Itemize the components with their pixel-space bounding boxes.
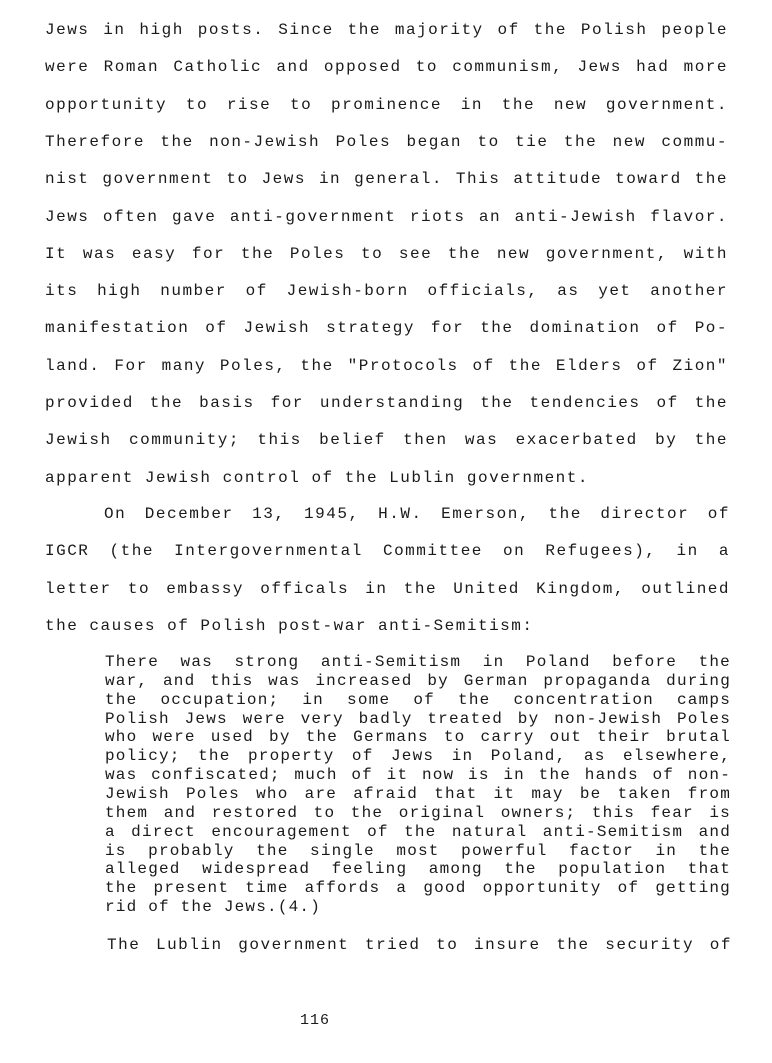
block-quote-line: who were used by the Germans to carry out their brutal bbox=[105, 728, 731, 747]
block-quote-line: the present time affords a good opportunity of getting bbox=[105, 879, 731, 898]
body-text-line: land. For many Poles, the "Protocols of the Elders of Zion" bbox=[45, 356, 728, 375]
body-text-line: opportunity to rise to prominence in the new government. bbox=[45, 95, 728, 114]
block-quote-line: There was strong anti-Semitism in Poland before the bbox=[105, 653, 731, 671]
body-text-line: its high number of Jewish-born officials, as yet another bbox=[45, 282, 728, 301]
body-text-line: letter to embassy officals in the United Kingdom, outlined bbox=[45, 579, 730, 598]
body-text-line: nist government to Jews in general. This attitude toward the bbox=[45, 170, 728, 189]
body-text-line: IGCR (the Intergovernmental Committee on Refugees), in a bbox=[45, 542, 730, 561]
block-quote-line: is probably the single most powerful factor in the bbox=[105, 841, 731, 860]
block-quote-line: war, and this was increased by German propaganda during bbox=[105, 671, 731, 690]
body-text-line: Jewish community; this belief then was exacerbated by the bbox=[45, 431, 728, 450]
block-quote-line: alleged widespread feeling among the population that bbox=[105, 860, 731, 879]
block-quote-line: rid of the Jews.(4.) bbox=[105, 898, 322, 917]
block-quote-line: policy; the property of Jews in Poland, as elsewhere, bbox=[105, 747, 731, 766]
body-text-line: Jews often gave anti-government riots an anti-Jewish flavor. bbox=[45, 207, 728, 226]
block-quote-line: Polish Jews were very badly treated by non-Jewish Poles bbox=[105, 709, 731, 728]
body-text-line: the causes of Polish post-war anti-Semitism: bbox=[45, 616, 534, 635]
body-text-line: manifestation of Jewish strategy for the domination of Po- bbox=[45, 319, 728, 338]
block-quote-line: them and restored to the original owners; this fear is bbox=[105, 803, 731, 822]
body-text-line: Therefore the non-Jewish Poles began to tie the new commu- bbox=[45, 132, 728, 151]
body-text-line: apparent Jewish control of the Lublin government. bbox=[45, 468, 589, 487]
body-text-line: It was easy for the Poles to see the new government, with bbox=[45, 244, 728, 263]
block-quote-line: was confiscated; much of it now is in the hands of non- bbox=[105, 766, 731, 785]
body-text-line: provided the basis for understanding the tendencies of the bbox=[45, 394, 728, 412]
body-text-line: were Roman Catholic and opposed to communism, Jews had more bbox=[45, 58, 728, 77]
body-text-line: The Lublin government tried to insure the security of bbox=[107, 936, 732, 954]
block-quote-line: the occupation; in some of the concentration camps bbox=[105, 690, 731, 709]
body-text-line: On December 13, 1945, H.W. Emerson, the director of bbox=[104, 505, 730, 523]
block-quote-line: a direct encouragement of the natural anti-Semitism and bbox=[105, 822, 731, 841]
body-text-line: Jews in high posts. Since the majority of the Polish people bbox=[45, 21, 728, 39]
block-quote-line: Jewish Poles who are afraid that it may be taken from bbox=[105, 784, 731, 803]
page-number: 116 bbox=[300, 1012, 331, 1029]
